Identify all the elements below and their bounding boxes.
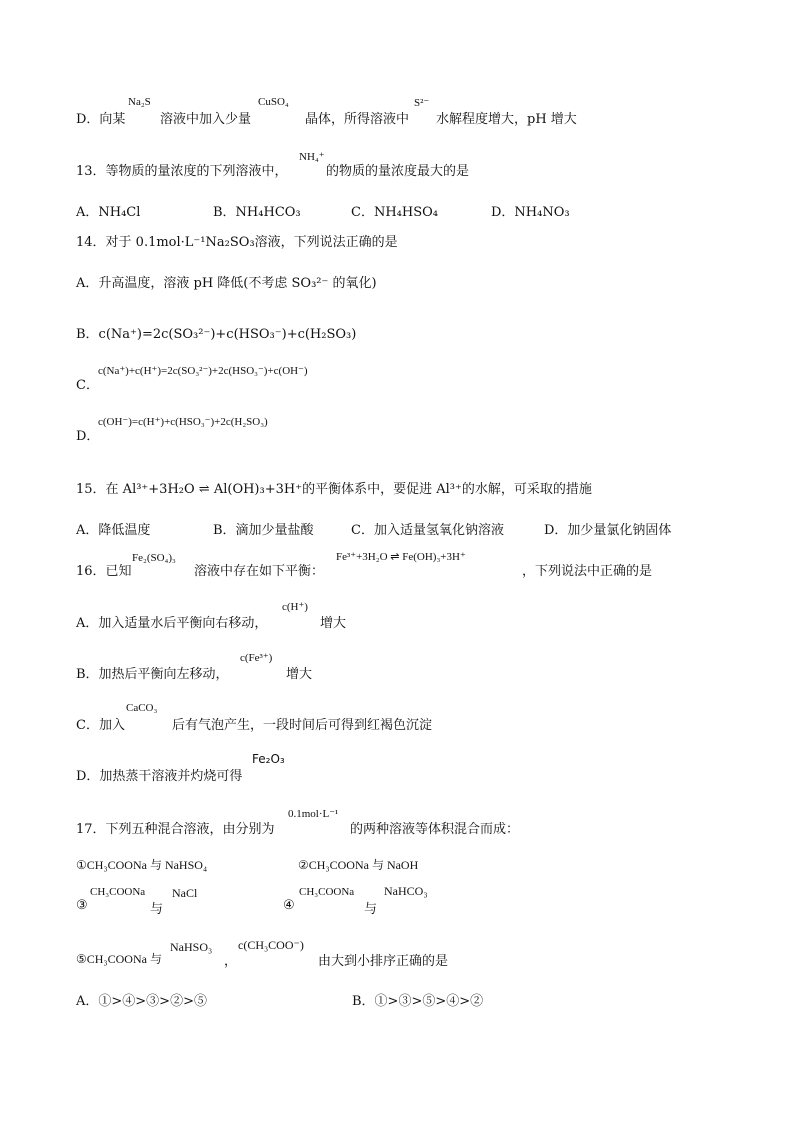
q15-option-c: C．加入适量氢氧化钠溶液 (351, 523, 504, 538)
q14-option-c: c(Na⁺)+c(H⁺)=2c(SO₃²⁻)+2c(HSO₃⁻)+c(OH⁻) (98, 365, 308, 377)
q12-chem-cuso4: CuSO₄ (258, 96, 289, 108)
q17-option-b: B．①>③>⑤>④>② (352, 994, 484, 1009)
q17-option-a: A．①>④>③>②>⑤ (76, 994, 207, 1009)
q17-mix-4-with: 与 (364, 902, 378, 917)
q13-option-c: C．NH₄HSO₄ (351, 205, 438, 220)
q17-stem-c: 由大到小排序正确的是 (318, 954, 449, 969)
q16-option-d-2: Fe₂O₃ (252, 752, 285, 766)
q15-option-a: A．降低温度 (76, 523, 151, 538)
q17-mix-5-b: NaHSO₃ (170, 940, 213, 954)
q12-text-2: 晶体，所得溶液中 (305, 112, 410, 127)
q17-mix-4-a: CH₃COONa (299, 886, 355, 898)
q17-stem-a: 17．下列五种混合溶液，由分别为 (76, 822, 275, 837)
q16-option-a-1: A．加入适量水后平衡向右移动， (76, 616, 268, 631)
q13-stem-b: 的物质的量浓度最大的是 (326, 164, 470, 179)
q15-option-d: D．加少量氯化钠固体 (544, 523, 672, 538)
q16-option-c-2: CaCO₃ (126, 702, 158, 714)
q17-mix-5-ion: c(CH₃COO⁻) (238, 938, 304, 952)
q12-option-d-label: D．向某 (76, 112, 126, 127)
q14-option-d-label: D． (76, 429, 100, 444)
q14-option-b: B．c(Na⁺)=2c(SO₃²⁻)+c(HSO₃⁻)+c(H₂SO₃) (76, 327, 357, 342)
q13-option-a: A．NH₄Cl (76, 205, 141, 220)
q15-option-b: B．滴加少量盐酸 (213, 523, 314, 538)
q17-mix-4-num: ④ (283, 898, 295, 913)
q12-chem-s2: S²⁻ (414, 97, 430, 109)
q14-option-a: A．升高温度，溶液 pH 降低(不考虑 SO₃²⁻ 的氧化) (76, 276, 377, 291)
q13-option-d: D．NH₄NO₃ (491, 205, 570, 220)
q16-stem-c: ，下列说法中正确的是 (522, 564, 653, 579)
q13-stem-a: 13．等物质的量浓度的下列溶液中， (76, 164, 288, 179)
q17-conc: 0.1mol·L⁻¹ (288, 808, 339, 820)
q13-option-b: B．NH₄HCO₃ (213, 205, 301, 220)
q12-chem-na2s: Na₂S (128, 96, 151, 108)
q16-option-c-1: C．加入 (76, 718, 125, 733)
q17-mix-3-b: NaCl (172, 886, 198, 900)
q17-mix-3-with: 与 (150, 902, 164, 917)
q17-mix-5: ⑤CH₃COONa 与 (76, 952, 162, 966)
q16-option-b-3: 增大 (286, 667, 313, 682)
q12-text-1: 溶液中加入少量 (160, 112, 252, 127)
q16-stem-b: 溶液中存在如下平衡： (194, 564, 325, 579)
q15-stem: 15．在 Al³⁺+3H₂O ⇌ Al(OH)₃+3H⁺的平衡体系中，要促进 Al³⁺的水解，可采取的措施 (76, 482, 592, 497)
q16-option-d-1: D．加热蒸干溶液并灼烧可得 (76, 769, 243, 784)
q16-salt: Fe₂(SO₄)₃ (132, 552, 176, 564)
q16-stem-a: 16．已知 (76, 564, 132, 579)
q17-mix-5-comma: ， (224, 954, 238, 969)
q12-text-3: 水解程度增大，pH 增大 (436, 112, 577, 127)
q17-stem-b: 的两种溶液等体积混合而成： (350, 822, 520, 837)
q17-mix-1: ①CH₃COONa 与 NaHSO₄ (76, 858, 208, 872)
q14-stem: 14．对于 0.1mol·L⁻¹Na₂SO₃溶液，下列说法正确的是 (76, 235, 398, 250)
q16-equilibrium: Fe³⁺+3H₂O ⇌ Fe(OH)₃+3H⁺ (336, 551, 466, 563)
q17-mix-4-b: NaHCO₃ (384, 884, 428, 898)
q17-mix-2: ②CH₃COONa 与 NaOH (298, 858, 419, 872)
q16-option-b-2: c(Fe³⁺) (240, 652, 273, 664)
q17-mix-3-num: ③ (76, 898, 88, 913)
q16-option-b-1: B．加热后平衡向左移动， (76, 667, 229, 682)
q14-option-c-label: C． (76, 378, 99, 393)
q13-ion: NH₄⁺ (299, 151, 325, 163)
q14-option-d: c(OH⁻)=c(H⁺)+c(HSO₃⁻)+2c(H₂SO₃) (98, 416, 268, 428)
q16-option-c-3: 后有气泡产生，一段时间后可得到红褐色沉淀 (172, 718, 433, 733)
q17-mix-3-a: CH₃COONa (90, 886, 146, 898)
q16-option-a-3: 增大 (320, 616, 347, 631)
q16-option-a-2: c(H⁺) (282, 601, 308, 613)
